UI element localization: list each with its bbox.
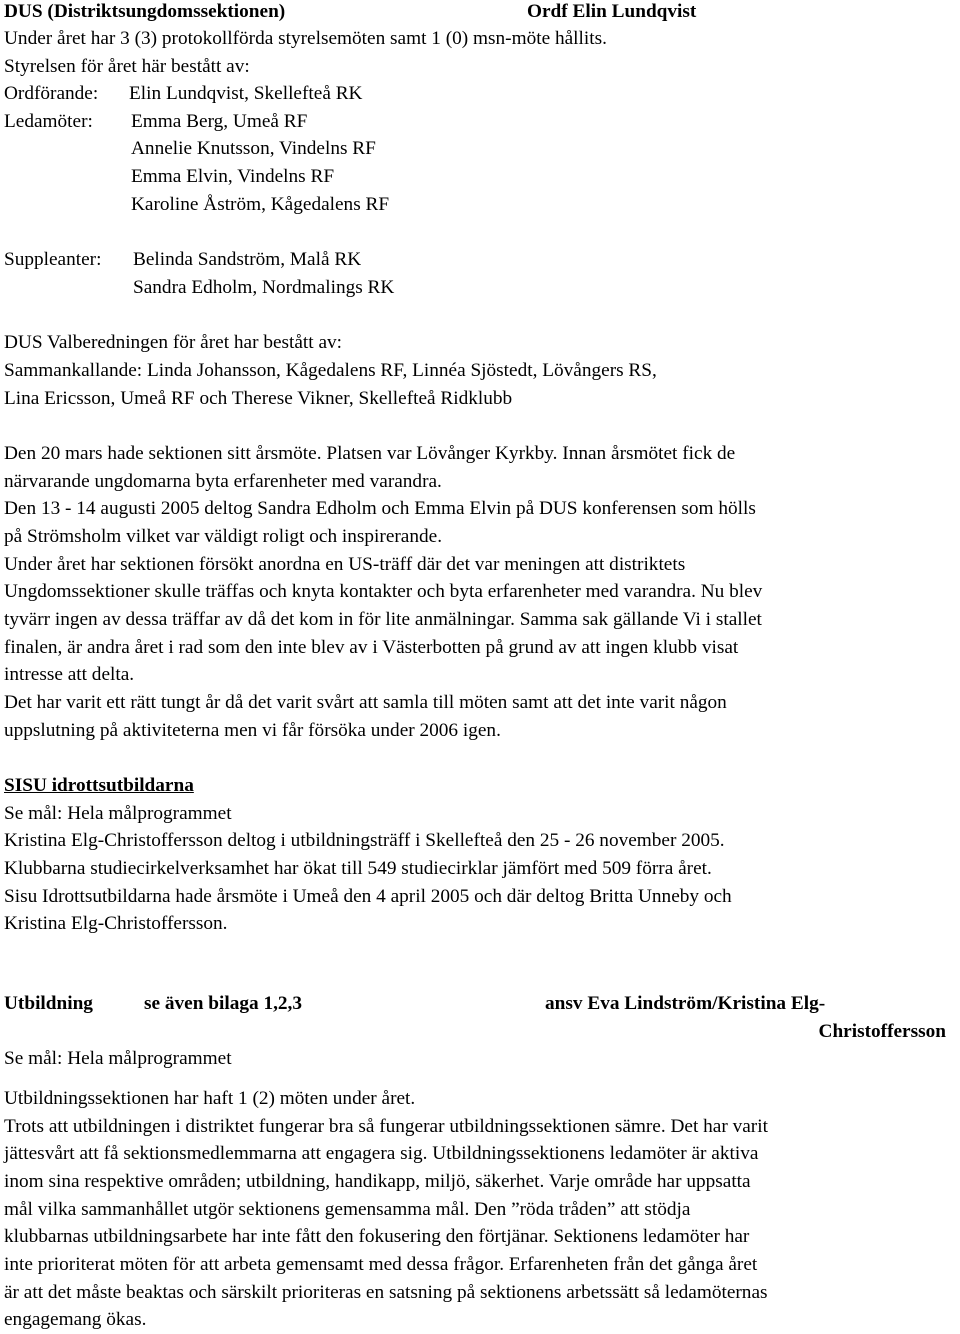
report-line: uppslutning på aktiviteterna men vi får försöka under 2006 igen. xyxy=(4,720,501,741)
report-line: Den 13 - 14 augusti 2005 deltog Sandra Edholm och Emma Elvin på DUS konferensen som hölls xyxy=(4,498,756,519)
report-line: närvarande ungdomarna byta erfarenheter med varandra. xyxy=(4,471,442,492)
nomination-line: Lina Ericsson, Umeå RF och Therese Vikner, Skellefteå Ridklubb xyxy=(4,388,513,409)
dus-meetings: Under året har 3 (3) protokollförda styrelsemöten samt 1 (0) msn-möte hållits. xyxy=(4,28,607,49)
sisu-line: Kristina Elg-Christoffersson. xyxy=(4,913,228,934)
dus-member: Annelie Knutsson, Vindelns RF xyxy=(131,138,376,159)
utbildning-heading: Utbildning xyxy=(4,993,93,1014)
sisu-line: Sisu Idrottsutbildarna hade årsmöte i Umeå den 4 april 2005 och där deltog Britta Unneby och xyxy=(4,886,732,907)
sisu-line: Se mål: Hela målprogrammet xyxy=(4,803,232,824)
utbildning-line: Utbildningssektionen har haft 1 (2) möten under året. xyxy=(4,1088,416,1109)
utbildning-line: engagemang ökas. xyxy=(4,1309,147,1330)
report-line: finalen, är andra året i rad som den inte blev av i Västerbotten på grund av att ingen klubb visat xyxy=(4,637,739,658)
utbildning-responsible: Christoffersson xyxy=(818,1021,946,1042)
utbildning-line: inom sina respektive områden; utbildning, handikapp, miljö, säkerhet. Varje område har uppsatta xyxy=(4,1171,751,1192)
utbildning-line: Trots att utbildningen i distriktet fungerar bra så fungerar utbildningssektionen sämre. Det har varit xyxy=(4,1116,768,1137)
sisu-line: Klubbarna studiecirkelverksamhet har ökat till 549 studiecirklar jämfört med 509 förra året. xyxy=(4,858,712,879)
dus-board-intro: Styrelsen för året här bestått av: xyxy=(4,56,250,77)
nomination-line: Sammankallande: Linda Johansson, Kågedalens RF, Linnéa Sjöstedt, Lövångers RS, xyxy=(4,360,657,381)
report-line: Under året har sektionen försökt anordna en US-träff där det var meningen att distriktets xyxy=(4,554,686,575)
utbildning-line: jättesvårt att få sektionsmedlemmarna att engagera sig. Utbildningssektionens ledamöter är aktiva xyxy=(4,1143,759,1164)
report-line: intresse att delta. xyxy=(4,664,135,685)
dus-deputies-label: Suppleanter: xyxy=(4,249,102,270)
nomination-line: DUS Valberedningen för året har bestått av: xyxy=(4,332,343,353)
dus-chair-label: Ordförande: xyxy=(4,83,99,104)
utbildning-line: klubbarnas utbildningsarbete har inte fått den fokusering den förtjänar. Sektionens ledamöter har xyxy=(4,1226,750,1247)
utbildning-line: är att det måste beaktas och särskilt prioriteras en satsning på sektionens arbetssätt så ledamöternas xyxy=(4,1282,768,1303)
sisu-heading: SISU idrottsutbildarna xyxy=(4,775,194,796)
dus-deputy: Belinda Sandström, Malå RK xyxy=(133,249,362,270)
report-line: Det har varit ett rätt tungt år då det varit svårt att samla till möten samt att det inte varit någon xyxy=(4,692,727,713)
dus-heading: DUS (Distriktsungdomssektionen) xyxy=(4,1,286,22)
utbildning-goal: Se mål: Hela målprogrammet xyxy=(4,1048,232,1069)
report-line: tyvärr ingen av dessa träffar av då det kom in för lite anmälningar. Samma sak gällande Vi i stallet xyxy=(4,609,762,630)
report-line: Ungdomssektioner skulle träffas och knyta kontakter och byta erfarenheter med varandra. Nu blev xyxy=(4,581,763,602)
dus-member: Emma Elvin, Vindelns RF xyxy=(131,166,335,187)
sisu-line: Kristina Elg-Christoffersson deltog i utbildningsträff i Skellefteå den 25 - 26 november 2005. xyxy=(4,830,725,851)
dus-chair-value: Elin Lundqvist, Skellefteå RK xyxy=(129,83,363,104)
dus-member: Emma Berg, Umeå RF xyxy=(131,111,308,132)
report-line: på Strömsholm vilket var väldigt roligt och inspirerande. xyxy=(4,526,443,547)
dus-member: Karoline Åström, Kågedalens RF xyxy=(131,194,390,215)
report-line: Den 20 mars hade sektionen sitt årsmöte. Platsen var Lövånger Kyrkby. Innan årsmötet fick de xyxy=(4,443,736,464)
utbildning-line: inte prioriterat möten för att arbeta gemensamt med dessa frågor. Erfarenheten från det gånga året xyxy=(4,1254,758,1275)
utbildning-line: mål vilka sammanhållet utgör sektionens gemensamma mål. Den ”röda tråden” att stödja xyxy=(4,1199,691,1220)
dus-members-label: Ledamöter: xyxy=(4,111,93,132)
utbildning-ref: se även bilaga 1,2,3 xyxy=(144,993,303,1014)
dus-deputy: Sandra Edholm, Nordmalings RK xyxy=(133,277,395,298)
dus-chair: Ordf Elin Lundqvist xyxy=(527,1,697,22)
utbildning-responsible: ansv Eva Lindström/Kristina Elg- xyxy=(545,993,826,1014)
